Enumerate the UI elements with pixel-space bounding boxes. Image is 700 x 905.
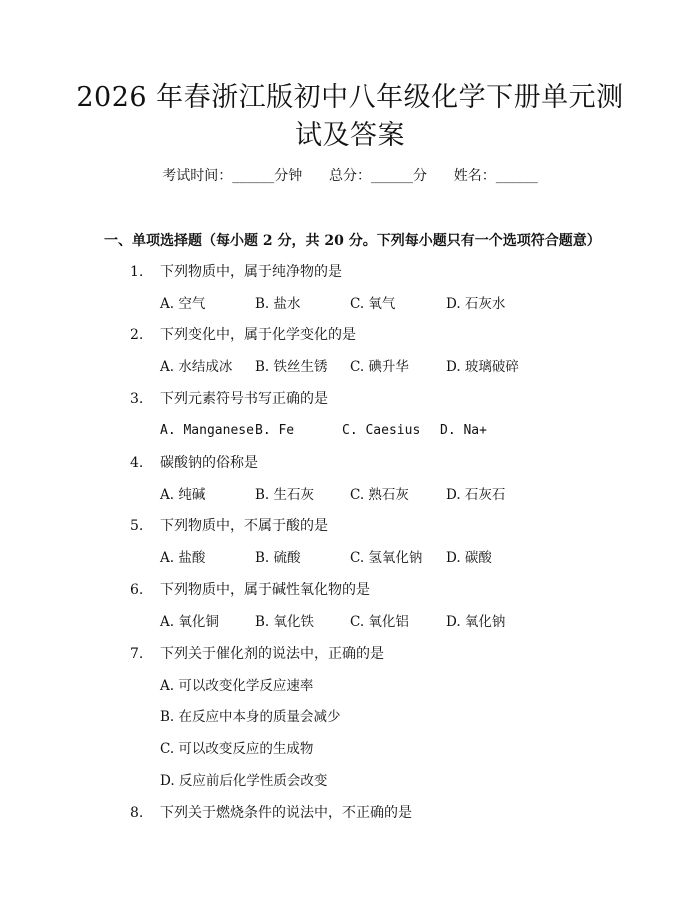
exam-title-line-1: 2026 年春浙江版初中八年级化学下册单元测 bbox=[76, 82, 624, 113]
option-d: D. 石灰水 bbox=[446, 296, 506, 312]
question-7-option-d: D. 反应前后化学性质会改变 bbox=[160, 773, 328, 789]
question-7 bbox=[130, 644, 384, 664]
question-7-option-a: A. 可以改变化学反应速率 bbox=[160, 678, 314, 694]
question-text: 下列物质中，属于碱性氧化物的是 bbox=[160, 582, 370, 598]
option-c: C. 氧化铝 bbox=[350, 614, 409, 630]
exam-title-line-2: 试及答案 bbox=[295, 120, 405, 151]
question-number: 4. bbox=[130, 455, 144, 471]
option-d: D. Na+ bbox=[440, 423, 487, 438]
question-number: 6. bbox=[130, 582, 144, 598]
question-8 bbox=[130, 803, 412, 823]
question-1 bbox=[130, 262, 342, 282]
question-number: 8. bbox=[130, 805, 144, 821]
option-b: B. 硫酸 bbox=[255, 550, 301, 566]
exam-total-score: 总分：______分 bbox=[329, 168, 427, 184]
option-b: B. 铁丝生锈 bbox=[255, 359, 328, 375]
option-c: C. 氧气 bbox=[350, 296, 396, 312]
option-c: C. 熟石灰 bbox=[350, 487, 409, 503]
section-heading: 一、单项选择题（每小题 2 分，共 20 分。下列每小题只有一个选项符合题意） bbox=[104, 233, 601, 249]
question-text: 下列关于燃烧条件的说法中，不正确的是 bbox=[160, 805, 412, 821]
option-c: C. 碘升华 bbox=[350, 359, 409, 375]
question-7-option-b: B. 在反应中本身的质量会减少 bbox=[160, 709, 341, 725]
option-d: D. 石灰石 bbox=[446, 487, 506, 503]
question-4 bbox=[130, 453, 258, 473]
student-name: 姓名：______ bbox=[453, 168, 538, 184]
question-text: 下列关于催化剂的说法中，正确的是 bbox=[160, 646, 384, 662]
question-number: 7. bbox=[130, 646, 144, 662]
option-a: A. 盐酸 bbox=[160, 550, 206, 566]
option-b: B. Fe bbox=[255, 423, 295, 438]
question-text: 下列元素符号书写正确的是 bbox=[160, 391, 328, 407]
question-text: 碳酸钠的俗称是 bbox=[160, 455, 258, 471]
question-number: 5. bbox=[130, 518, 144, 534]
option-a: A. Manganese bbox=[160, 423, 254, 438]
question-6 bbox=[130, 580, 370, 600]
question-number: 2. bbox=[130, 327, 144, 343]
option-c: C. 氢氧化钠 bbox=[350, 550, 423, 566]
option-b: B. 氧化铁 bbox=[255, 614, 315, 630]
question-text: 下列物质中，属于纯净物的是 bbox=[160, 264, 342, 280]
option-a: A. 空气 bbox=[160, 296, 206, 312]
question-3 bbox=[130, 389, 328, 409]
question-5 bbox=[130, 516, 328, 536]
question-number: 3. bbox=[130, 391, 144, 407]
option-d: D. 玻璃破碎 bbox=[446, 359, 519, 375]
question-text: 下列变化中，属于化学变化的是 bbox=[160, 327, 356, 343]
exam-time: 考试时间：______分钟 bbox=[162, 168, 303, 184]
option-d: D. 碳酸 bbox=[446, 550, 492, 566]
option-a: A. 氧化铜 bbox=[160, 614, 219, 630]
question-7-option-c: C. 可以改变反应的生成物 bbox=[160, 741, 314, 757]
option-a: A. 纯碱 bbox=[160, 487, 206, 503]
option-c: C. Caesius bbox=[342, 423, 421, 438]
option-d: D. 氧化钠 bbox=[446, 614, 506, 630]
option-a: A. 水结成冰 bbox=[160, 359, 233, 375]
question-text: 下列物质中，不属于酸的是 bbox=[160, 518, 328, 534]
option-b: B. 盐水 bbox=[255, 296, 301, 312]
exam-info-line bbox=[0, 166, 700, 186]
option-b: B. 生石灰 bbox=[255, 487, 315, 503]
question-2 bbox=[130, 325, 356, 345]
question-number: 1. bbox=[130, 264, 144, 280]
